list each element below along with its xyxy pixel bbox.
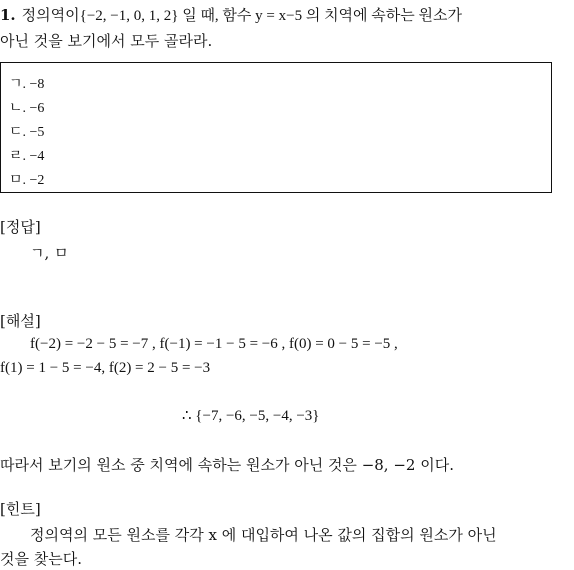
- question-number: 1.: [0, 6, 16, 24]
- question-text-1: 정의역이{−2, −1, 0, 1, 2} 일 때, 함수 y = x−5 의 치역에 속하는 원소가: [21, 8, 462, 24]
- choice-4: ㄹ. −4: [9, 149, 45, 164]
- question-text-2: 아닌 것을 보기에서 모두 골라라.: [0, 32, 213, 50]
- solution-conclusion: 따라서 보기의 원소 중 치역에 속하는 원소가 아닌 것은 −8, −2 이다.: [0, 456, 454, 474]
- solution-header: [해설]: [0, 312, 41, 330]
- solution-line-1: f(−2) = −2 − 5 = −7 , f(−1) = −1 − 5 = −6 , f(0) = 0 − 5 = −5 ,: [30, 336, 398, 352]
- choices-box: [0, 62, 552, 193]
- choice-1: ㄱ. −8: [9, 77, 45, 92]
- hint-line-1: 정의역의 모든 원소를 각각 x 에 대입하여 나온 값의 집합의 원소가 아닌: [30, 526, 497, 544]
- answer-text: ㄱ, ㅁ: [30, 244, 69, 262]
- choice-2: ㄴ. −6: [9, 101, 45, 116]
- hint-line-2: 것을 찾는다.: [0, 550, 82, 568]
- choice-5: ㅁ. −2: [9, 173, 45, 188]
- choice-3: ㄷ. −5: [9, 125, 45, 140]
- solution-centered-set: ∴ {−7, −6, −5, −4, −3}: [182, 408, 320, 424]
- solution-line-2: f(1) = 1 − 5 = −4, f(2) = 2 − 5 = −3: [0, 360, 211, 376]
- hint-header: [힌트]: [0, 500, 41, 518]
- question-line-1: [0, 4, 462, 25]
- answer-header: [정답]: [0, 218, 41, 236]
